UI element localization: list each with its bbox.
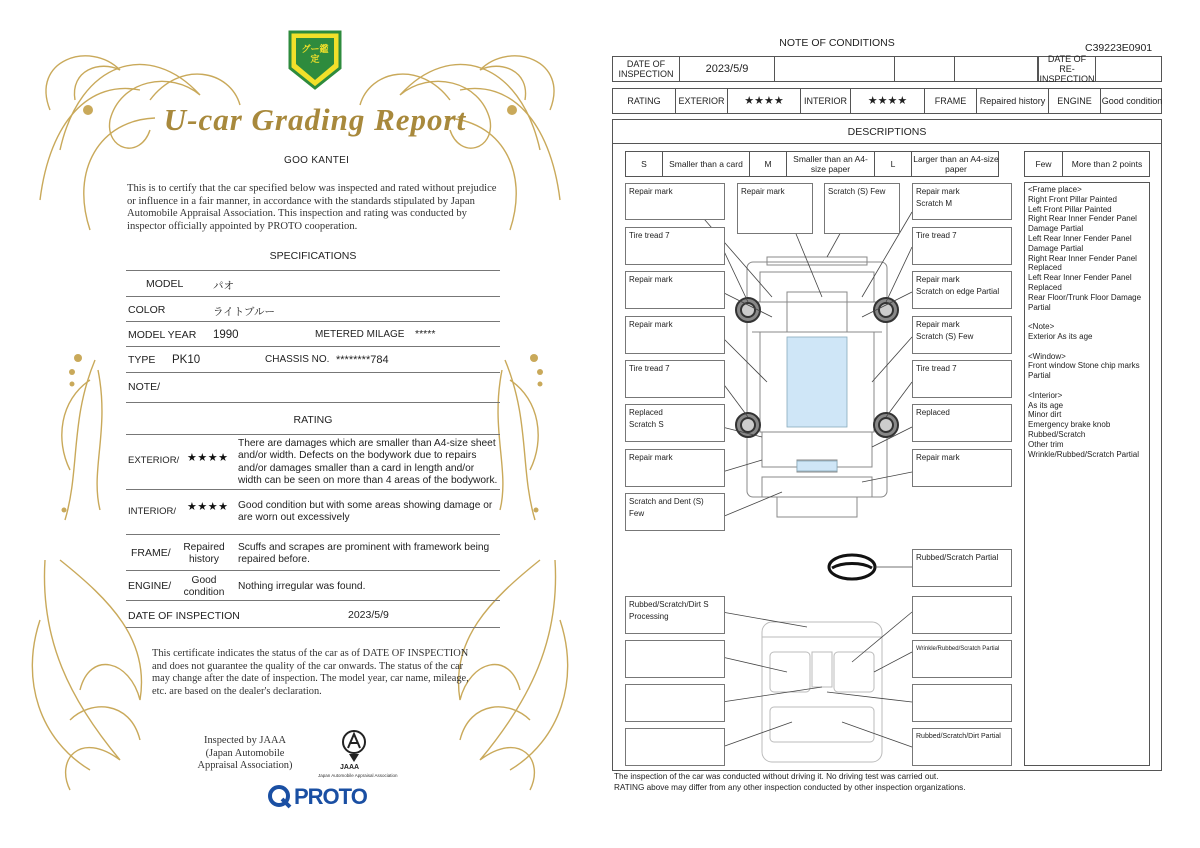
- legend-l-text: Larger than an A4-size paper: [913, 154, 999, 174]
- interior-header: INTERIOR: [801, 89, 851, 113]
- description-line: Right Front Pillar Painted: [1028, 194, 1117, 204]
- legend-few-text: More than 2 points: [1071, 159, 1143, 169]
- description-line: Wrinkle/Rubbed/Scratch Partial: [1028, 449, 1140, 459]
- date-of-inspection-value: 2023/5/9: [348, 609, 389, 621]
- frame-value: Repaired history: [183, 542, 225, 566]
- note-box-interior-right-1: [912, 596, 1012, 634]
- description-line: <Note>: [1028, 322, 1055, 332]
- note-box-right-4: Repair mark Scratch (S) Few: [912, 316, 1012, 354]
- description-line: Left Front Pillar Painted: [1028, 204, 1112, 214]
- rating-heading: RATING: [293, 414, 333, 426]
- legend-l: L: [875, 152, 912, 176]
- description-line: <Frame place>: [1028, 185, 1082, 194]
- mileage-label: METERED MILAGE: [315, 329, 405, 340]
- sheet-code: C39223E0901: [1085, 42, 1153, 54]
- description-line: Other trim: [1028, 439, 1064, 449]
- report-subtitle: GOO KANTEI: [284, 155, 350, 166]
- engine-value: Good condition: [183, 575, 225, 599]
- date-of-inspection-header: DATE OF INSPECTION: [613, 57, 680, 81]
- interior-label: INTERIOR/: [128, 506, 177, 517]
- description-line: [1028, 342, 1146, 352]
- note-box-left-7: Repair mark: [625, 449, 725, 487]
- color-value: ライトブルー: [213, 306, 275, 318]
- exterior-label: EXTERIOR/: [128, 455, 180, 466]
- proto-logo-icon: [268, 785, 292, 809]
- note-box-left-8: Scratch and Dent (S) Few: [625, 493, 725, 531]
- report-title: U-car Grading Report: [163, 102, 467, 137]
- description-line: [1028, 312, 1146, 322]
- report-title-container: [150, 102, 480, 146]
- legend-m-text: Smaller than an A4-size paper: [787, 152, 875, 176]
- note-box-interior-left-4: [625, 728, 725, 766]
- descriptions-list: [1028, 185, 1146, 459]
- note-box-left-3: Repair mark: [625, 271, 725, 309]
- description-line: Front window Stone chip marks Partial: [1028, 361, 1140, 381]
- note-box-left-6: Replaced Scratch S: [625, 404, 725, 442]
- model-year-label: MODEL YEAR: [128, 329, 197, 341]
- chassis-value: ********784: [336, 354, 389, 366]
- frame-header: FRAME: [925, 89, 977, 113]
- description-line: Emergency brake knob Rubbed/Scratch: [1028, 420, 1111, 439]
- rating-header: RATING: [613, 89, 676, 113]
- description-line: Right Rear Inner Fender Panel Damage Partial: [1028, 214, 1137, 234]
- certificate-footer-note: This certificate indicates the status of the car as of DATE OF INSPECTION and does not guarantee the quality of the car onwards. The status of the car may change after the date of inspection. The model year, car name, mileage, etc. are based on the dealer's declaration.: [152, 648, 469, 697]
- description-line: As its age: [1028, 400, 1064, 410]
- sheet-footer-1: The inspection of the car was conducted without driving it. No driving test was carried out.: [614, 772, 939, 781]
- note-box-interior-left-3: [625, 684, 725, 722]
- note-box-top-mid: Scratch (S) Few: [824, 183, 900, 234]
- engine-header: ENGINE: [1049, 89, 1101, 113]
- note-box-left-4: Repair mark: [625, 316, 725, 354]
- interior-description: Good condition but with some areas showing damage or are worn out excessively: [238, 500, 493, 524]
- inspected-by: Inspected by JAAA (Japan Automobile Appraisal Association): [197, 735, 293, 771]
- frame-cell: Repaired history: [977, 89, 1049, 113]
- jaaa-emblem-icon: [340, 728, 368, 764]
- note-box-right-7: Repair mark: [912, 449, 1012, 487]
- note-box-interior-right-5: Rubbed/Scratch/Dirt Partial: [912, 728, 1012, 766]
- certificate-intro: This is to certify that the car specified below was inspected and rated without prejudice or influence in a fair manner, in accordance with the standards stipulated by Japan Automobile Appraisal Association. This inspection and rating was conducted by inspector officially appointed by PROTO cooperation.: [127, 183, 497, 232]
- description-line: <Interior>: [1028, 390, 1063, 400]
- exterior-stars: ★★★★: [187, 452, 229, 464]
- note-box-interior-right-3: Wrinkle/Rubbed/Scratch Partial: [912, 640, 1012, 678]
- descriptions-list-box: [1024, 182, 1150, 766]
- descriptions-heading: DESCRIPTIONS: [612, 120, 1162, 144]
- description-line: Exterior As its age: [1028, 331, 1093, 341]
- description-line: Minor dirt: [1028, 410, 1062, 420]
- sheet-footer-2: RATING above may differ from any other inspection conducted by other inspection organizations.: [614, 783, 966, 792]
- note-box-interior-right-4: [912, 684, 1012, 722]
- rating-row: [612, 88, 1162, 114]
- frame-description: Scuffs and scrapes are prominent with framework being repaired before.: [238, 542, 490, 566]
- note-box-top-left-2: Repair mark: [737, 183, 813, 234]
- note-box-top-left-1: Repair mark: [625, 183, 725, 220]
- type-label: TYPE: [128, 354, 156, 366]
- specifications-heading: SPECIFICATIONS: [269, 250, 357, 262]
- sheet-title: NOTE OF CONDITIONS: [779, 37, 895, 49]
- exterior-description: There are damages which are smaller than A4-size sheet and/or width. Defects on the bodywork due to repairs and/or damages smaller than a card in length and/or width can be seen on more than 4 areas of the bodywork.: [238, 438, 498, 486]
- mileage-value: *****: [415, 328, 436, 340]
- proto-logo-text: PROTO: [294, 784, 367, 809]
- badge-text: グー鑑定: [301, 44, 329, 64]
- date-row: [612, 56, 1162, 82]
- model-year-value: 1990: [213, 329, 239, 341]
- model-label: MODEL: [146, 278, 184, 290]
- type-value: PK10: [172, 354, 201, 366]
- date-of-reinspection-header: DATE OF RE-INSPECTION: [1039, 54, 1095, 84]
- engine-label: ENGINE/: [128, 580, 172, 592]
- legend-few: Few: [1025, 152, 1063, 176]
- note-box-interior-left-2: [625, 640, 725, 678]
- note-box-top-right: Repair mark Scratch M: [912, 183, 1012, 220]
- interior-stars-cell: ★★★★: [851, 89, 925, 113]
- description-line: Left Rear Inner Fender Panel Damage Partial: [1028, 233, 1132, 253]
- legend-s: S: [626, 152, 663, 176]
- note-box-left-5: Tire tread 7: [625, 360, 725, 398]
- note-box-right-2: Tire tread 7: [912, 227, 1012, 265]
- engine-cell: Good condition: [1101, 96, 1163, 106]
- jaaa-logo-text: JAAA: [340, 764, 360, 771]
- description-line: Rear Floor/Trunk Floor Damage Partial: [1028, 292, 1142, 312]
- note-box-right-5: Tire tread 7: [912, 360, 1012, 398]
- frame-label: FRAME/: [131, 547, 171, 559]
- legend-m: M: [750, 152, 787, 176]
- legend-s-text: Smaller than a card: [663, 152, 750, 176]
- exterior-stars-cell: ★★★★: [728, 89, 801, 113]
- description-line: <Window>: [1028, 351, 1066, 361]
- few-legend: [1024, 151, 1150, 177]
- note-box-steering: Rubbed/Scratch Partial: [912, 549, 1012, 587]
- description-line: [1028, 381, 1146, 391]
- model-value: パオ: [213, 280, 234, 292]
- chassis-label: CHASSIS NO.: [265, 354, 330, 365]
- size-legend: [625, 151, 999, 177]
- engine-description: Nothing irregular was found.: [238, 581, 366, 592]
- note-box-right-6: Replaced: [912, 404, 1012, 442]
- description-line: Right Rear Inner Fender Panel Replaced: [1028, 253, 1137, 273]
- color-label: COLOR: [128, 304, 166, 316]
- jaaa-logo-subtext: Japan Automobile Appraisal Association: [318, 773, 398, 778]
- description-line: Left Rear Inner Fender Panel Replaced: [1028, 273, 1132, 292]
- date-of-inspection-cell: 2023/5/9: [680, 57, 775, 81]
- exterior-header: EXTERIOR: [676, 89, 728, 113]
- note-box-interior-left-1: Rubbed/Scratch/Dirt S Processing: [625, 596, 725, 634]
- note-label: NOTE/: [128, 381, 161, 393]
- note-box-right-3: Repair mark Scratch on edge Partial: [912, 271, 1012, 309]
- interior-stars: ★★★★: [187, 501, 229, 513]
- note-box-left-2: Tire tread 7: [625, 227, 725, 265]
- date-of-inspection-label: DATE OF INSPECTION: [128, 610, 240, 622]
